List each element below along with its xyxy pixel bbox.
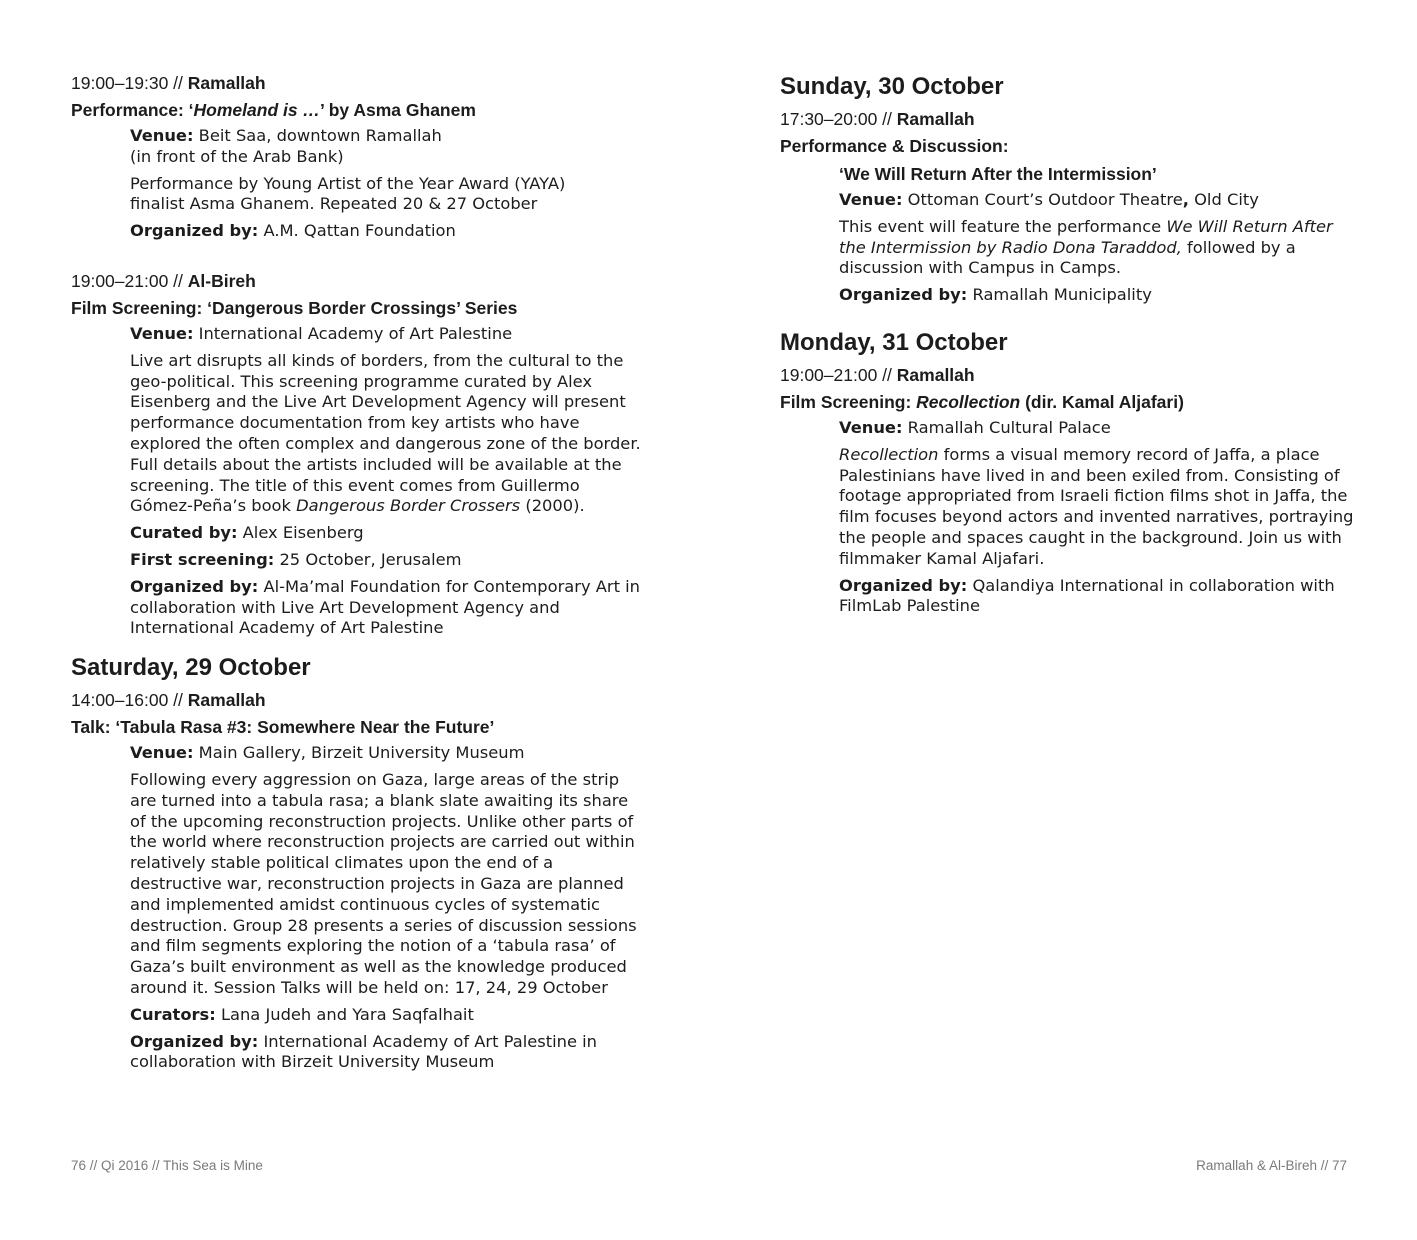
desc-italic: Recollection xyxy=(839,444,939,464)
venue-text: Old City xyxy=(1188,190,1259,209)
day-heading: Saturday, 29 October xyxy=(71,654,311,682)
event-time xyxy=(780,108,1355,130)
event-subtitle: ‘We Will Return After the Intermission’ xyxy=(839,164,1157,184)
event-time xyxy=(71,270,641,292)
organizer-text: International Academy of Art Palestine in collaboration with Birzeit University Museum xyxy=(130,1031,597,1072)
event-time xyxy=(780,364,1355,386)
title-italic: Recollection xyxy=(916,391,1021,412)
event-organizer xyxy=(130,1032,641,1074)
event-time xyxy=(71,689,641,711)
event-description: Performance by Young Artist of the Year Award (YAYA) finalist Asma Ghanem. Repeated 20 & 27 October xyxy=(130,173,566,214)
curator-label: Curated by: xyxy=(130,523,238,543)
organizer-label: Organized by: xyxy=(130,1031,259,1051)
venue-comma: , xyxy=(1182,190,1189,209)
venue-text-line2: (in front of the Arab Bank) xyxy=(130,146,344,166)
venue-text: Ramallah Cultural Palace xyxy=(902,417,1111,437)
event-organizer xyxy=(839,285,1355,306)
time-range: 17:30–20:00 // xyxy=(780,109,897,129)
event-title xyxy=(71,99,641,121)
venue-text: Beit Saa, downtown Ramallah xyxy=(193,126,442,145)
venue-label: Venue: xyxy=(839,417,903,437)
time-range: 19:00–21:00 // xyxy=(71,270,188,291)
event-organizer xyxy=(130,221,641,242)
venue-text: Main Gallery, Birzeit University Museum xyxy=(193,743,525,763)
time-range: 14:00–16:00 // xyxy=(71,690,188,711)
organizer-text: Al-Ma’mal Foundation for Contemporary Art in collaboration with Live Art Development Agency and International Academy of Art Palestine xyxy=(130,576,640,638)
venue-text: Ottoman Court’s Outdoor Theatre xyxy=(902,190,1183,209)
title-italic: Homeland is … xyxy=(193,100,320,120)
organizer-text: A.M. Qattan Foundation xyxy=(258,221,456,241)
desc-text: This event will feature the performance xyxy=(839,216,1167,236)
venue-label: Venue: xyxy=(130,126,194,145)
footer-page-right: Ramallah & Al-Bireh // 77 xyxy=(1196,1158,1347,1173)
organizer-text: Qalandiya International in collaboration with FilmLab Palestine xyxy=(839,575,1335,616)
event-city: Al-Bireh xyxy=(187,270,256,291)
event-venue xyxy=(130,324,641,345)
event-title xyxy=(780,391,1355,413)
left-column xyxy=(71,0,641,1079)
event-city: Ramallah xyxy=(187,73,266,93)
organizer-label: Organized by: xyxy=(130,221,259,241)
event-city: Ramallah xyxy=(187,690,266,711)
event-curator xyxy=(130,523,641,544)
event-city: Ramallah xyxy=(896,109,975,129)
curators-text: Lana Judeh and Yara Saqfalhait xyxy=(215,1004,474,1024)
desc-text: Live art disrupts all kinds of borders, from the cultural to the geo-political. This screening programme curated by Alex Eisenberg and the Live Art Development Agency will present performance documentation from key artists who have explored the often complex and dangerous zone of the border. Full details about the artists included will be available at the screening. The title of this event comes from Guillermo Gómez-Peña’s book xyxy=(130,350,641,516)
venue-text: International Academy of Art Palestine xyxy=(193,323,513,343)
first-screening-text: 25 October, Jerusalem xyxy=(274,549,462,569)
event-homeland xyxy=(71,0,641,242)
organizer-text: Ramallah Municipality xyxy=(967,285,1152,305)
event-title: Film Screening: ‘Dangerous Border Crossings’ Series xyxy=(71,297,518,318)
curator-text: Alex Eisenberg xyxy=(237,523,364,543)
event-title: Performance & Discussion: xyxy=(780,136,1009,156)
curators-label: Curators: xyxy=(130,1004,216,1024)
event-venue xyxy=(130,126,641,168)
day-heading: Monday, 31 October xyxy=(780,328,1008,356)
event-description xyxy=(839,217,1355,279)
event-curators xyxy=(130,1005,641,1026)
desc-text: followed by a discussion with Campus in Camps. xyxy=(839,237,1296,278)
title-part: (dir. Kamal Aljafari) xyxy=(1020,391,1184,412)
event-time xyxy=(71,72,641,94)
day-heading: Sunday, 30 October xyxy=(780,73,1004,100)
event-border-crossings xyxy=(71,248,641,639)
event-city: Ramallah xyxy=(896,364,975,385)
desc-text: (2000). xyxy=(520,496,585,516)
event-first-screening xyxy=(130,550,641,571)
time-range: 19:00–21:00 // xyxy=(780,364,897,385)
right-column xyxy=(780,0,1355,623)
event-description xyxy=(839,445,1355,570)
first-screening-label: First screening: xyxy=(130,549,275,569)
title-part: Performance: ‘ xyxy=(71,100,194,120)
event-venue xyxy=(839,418,1355,439)
desc-italic: We Will Return After the Intermission by Radio Dona Taraddod, xyxy=(839,216,1333,257)
venue-label: Venue: xyxy=(130,743,194,763)
desc-text: forms a visual memory record of Jaffa, a place Palestinians have lived in and been exiled from. Consisting of footage appropriated from Israeli fiction films shot in Jaffa, the film focuses beyond actors and invented narratives, portraying the people and spaces caught in the background. Join us with filmmaker Kamal Aljafari. xyxy=(839,444,1354,568)
desc-italic: Dangerous Border Crossers xyxy=(296,496,521,516)
event-description xyxy=(130,351,641,517)
event-venue xyxy=(839,190,1355,211)
event-we-will-return xyxy=(780,108,1355,306)
footer-page-left: 76 // Qi 2016 // This Sea is Mine xyxy=(71,1158,263,1173)
time-range: 19:00–19:30 // xyxy=(71,73,188,93)
venue-label: Venue: xyxy=(130,323,194,343)
title-part: Film Screening: xyxy=(780,391,917,412)
organizer-label: Organized by: xyxy=(839,575,968,595)
event-venue xyxy=(130,743,641,764)
title-part: ’ by Asma Ghanem xyxy=(319,100,476,120)
organizer-label: Organized by: xyxy=(130,576,259,596)
event-title: Talk: ‘Tabula Rasa #3: Somewhere Near the Future’ xyxy=(71,717,495,738)
venue-label: Venue: xyxy=(839,190,903,209)
event-tabula-rasa xyxy=(71,689,641,1073)
organizer-label: Organized by: xyxy=(839,285,968,305)
event-description: Following every aggression on Gaza, large areas of the strip are turned into a tabula rasa; a blank slate awaiting its share of the upcoming reconstruction projects. Unlike other parts of the world where reconstruction projects are carried out within relatively stable political climates upon the end of a destructive war, reconstruction projects in Gaza are planned and implemented amidst continuous cycles of systematic destruction. Group 28 presents a series of discussion sessions and film segments exploring the notion of a ‘tabula rasa’ of Gaza’s built environment as well as the knowledge produced around it. Session Talks will be held on: 17, 24, 29 October xyxy=(130,769,637,997)
event-recollection xyxy=(780,364,1355,617)
event-organizer xyxy=(839,576,1355,618)
event-organizer xyxy=(130,577,641,639)
